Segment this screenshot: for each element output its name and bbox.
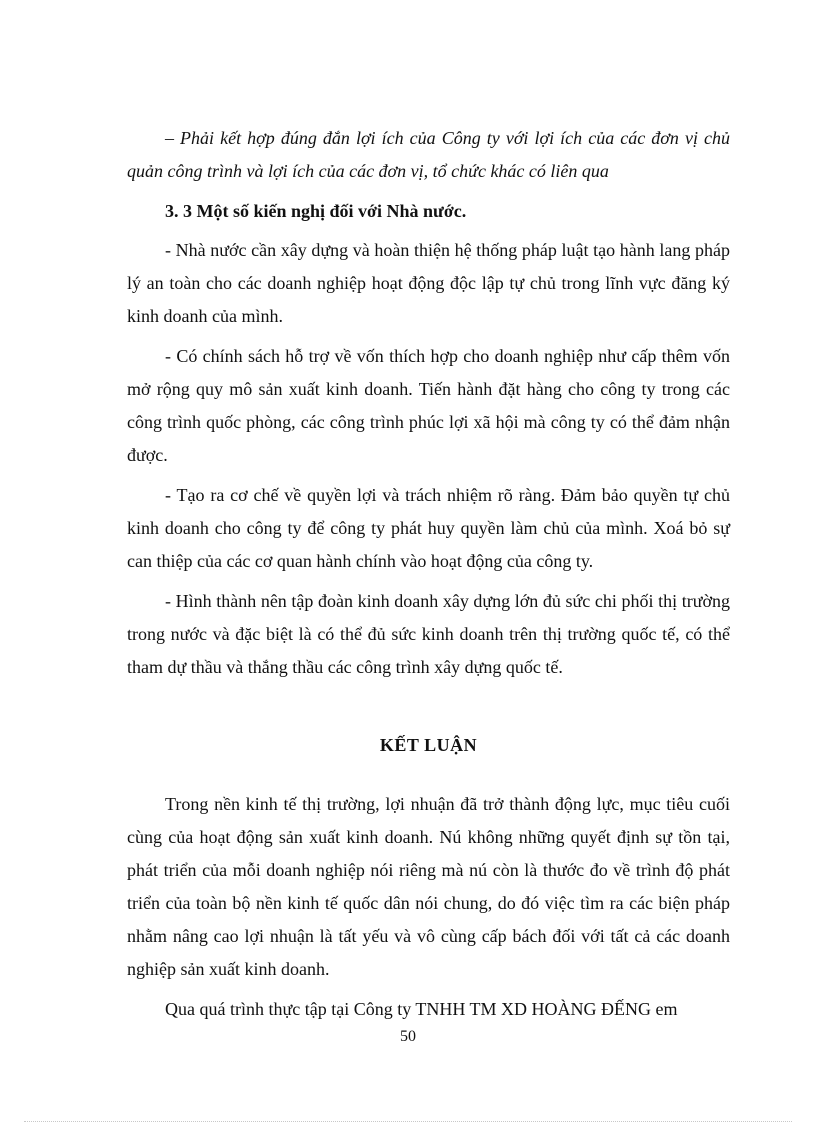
page-number: 50 [400, 1028, 416, 1045]
conclusion-paragraph: Qua quá trình thực tập tại Công ty TNHH TM XD HOÀNG ĐẾNG em [165, 999, 678, 1019]
page-content [127, 122, 730, 1026]
recommendation-paragraph: - Có chính sách hỗ trợ về vốn thích hợp cho doanh nghiệp như cấp thêm vốn mở rộng quy mô sản xuất kinh doanh. Tiến hành đặt hàng cho công ty trong các công trình quốc phòng, các công trình phúc lợi xã hội mà công ty có thể đảm nhận được. [127, 346, 730, 465]
recommendation-paragraph: - Hình thành nên tập đoàn kinh doanh xây dựng lớn đủ sức chi phối thị trường trong nước và đặc biệt là có thể đủ sức kinh doanh trên thị trường quốc tế, có thể tham dự thầu và thắng thầu các công trình xây dựng quốc tế. [127, 591, 730, 677]
conclusion-title: KẾT LUẬN [379, 735, 478, 755]
page-bottom-divider [24, 1121, 792, 1122]
conclusion-paragraph: Trong nền kinh tế thị trường, lợi nhuận đã trở thành động lực, mục tiêu cuối cùng của hoạt động sản xuất kinh doanh. Nú không những quyết định sự tồn tại, phát triển của mỗi doanh nghiệp nói riêng mà nú còn là thước đo về trình độ phát triển của toàn bộ nền kinh tế quốc dân nói chung, do đó việc tìm ra các biện pháp nhằm nâng cao lợi nhuận là tất yếu và vô cùng cấp bách đối với tất cả các doanh nghiệp sản xuất kinh doanh. [127, 794, 730, 979]
section-heading: 3. 3 Một số kiến nghị đối với Nhà nước. [165, 201, 467, 221]
recommendation-paragraph: - Nhà nước cần xây dựng và hoàn thiện hệ thống pháp luật tạo hành lang pháp lý an toàn cho các doanh nghiệp hoạt động độc lập tự chủ trong lĩnh vực đăng ký kinh doanh của mình. [127, 240, 730, 326]
italic-paragraph: – Phải kết hợp đúng đắn lợi ích của Công ty với lợi ích của các đơn vị chủ quản công trình và lợi ích của các đơn vị, tổ chức khác có liên qua [127, 128, 730, 181]
recommendation-paragraph: - Tạo ra cơ chế về quyền lợi và trách nhiệm rõ ràng. Đảm bảo quyền tự chủ kinh doanh cho công ty để công ty phát huy quyền làm chủ của mình. Xoá bỏ sự can thiệp của các cơ quan hành chính vào hoạt động của công ty. [127, 485, 730, 571]
